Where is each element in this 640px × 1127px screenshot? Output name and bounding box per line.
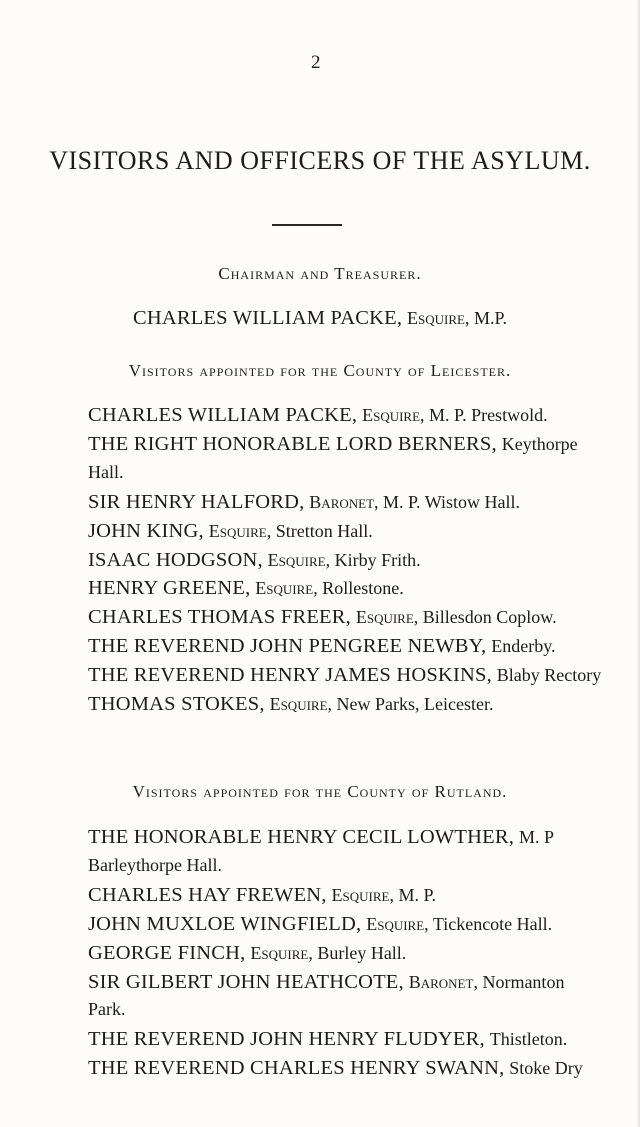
entry-name: THE RIGHT HONORABLE LORD BERNERS, <box>88 432 497 455</box>
entry-title: Esquire, <box>331 884 394 905</box>
entry-title: Esquire, <box>255 578 318 599</box>
leicester-heading: Visitors appointed for the County of Leicester. <box>128 361 512 380</box>
entry-name: CHARLES WILLIAM PACKE, <box>88 404 358 426</box>
visitor-entry <box>88 462 124 484</box>
entry-detail: Blaby Rectory <box>496 665 602 686</box>
entry-detail: M.P. <box>469 308 508 328</box>
entry-name: THE HONORABLE HENRY CECIL LOWTHER, <box>88 826 515 848</box>
entry-detail: Park. <box>88 999 126 1020</box>
visitor-entry <box>88 999 126 1021</box>
visitor-entry <box>88 404 548 427</box>
entry-title: Esquire, <box>366 913 429 934</box>
entry-name: THE REVEREND HENRY JAMES HOSKINS, <box>88 664 492 687</box>
visitor-entry <box>88 635 556 658</box>
visitor-entry <box>88 913 552 936</box>
entry-title: Esquire, <box>250 942 313 963</box>
entry-name: JOHN MUXLOE WINGFIELD, <box>88 912 362 935</box>
entry-name: HENRY GREENE, <box>88 577 251 600</box>
visitor-entry <box>88 1057 583 1080</box>
entry-detail: Rollestone. <box>317 578 404 599</box>
page-number: 2 <box>311 52 321 73</box>
page-title: VISITORS AND OFFICERS OF THE ASYLUM. <box>49 146 591 175</box>
entry-detail: Keythorpe <box>501 433 578 454</box>
visitor-entry <box>88 1028 567 1051</box>
entry-detail: M. P <box>518 827 554 847</box>
entry-detail: Stretton Hall. <box>271 520 373 541</box>
visitor-entry <box>88 433 578 456</box>
title-divider <box>272 224 342 226</box>
chairman-entry <box>0 307 640 330</box>
entry-title: Esquire, <box>269 694 333 714</box>
entry-detail: Hall. <box>88 461 124 482</box>
entry-detail: Stoke Dry <box>509 1058 583 1079</box>
entry-name: SIR GILBERT JOHN HEATHCOTE, <box>88 970 404 993</box>
visitor-entry <box>88 855 222 877</box>
entry-name: CHARLES THOMAS FREER, <box>88 606 351 629</box>
visitor-entry <box>88 693 493 716</box>
visitor-entry <box>88 577 404 600</box>
entry-name: CHARLES HAY FREWEN, <box>88 883 327 906</box>
entry-detail: Tickencote Hall. <box>428 913 553 934</box>
entry-title: Esquire, <box>208 520 272 541</box>
entry-title: Esquire, <box>267 549 331 570</box>
visitor-entry <box>88 606 557 629</box>
page-edge-shadow <box>636 0 640 1127</box>
entry-detail: Barleythorpe Hall. <box>88 854 222 875</box>
visitor-entry <box>88 491 520 514</box>
visitor-entry <box>88 884 436 907</box>
entry-detail: Billesdon Coplow. <box>418 607 557 628</box>
visitor-entry <box>88 942 406 965</box>
visitor-entry <box>88 549 421 572</box>
entry-detail: Normanton <box>477 971 565 992</box>
entry-name: JOHN KING, <box>88 519 204 542</box>
entry-name: THOMAS STOKES, <box>88 693 265 715</box>
visitor-entry <box>88 520 373 543</box>
entry-name: SIR HENRY HALFORD, <box>88 490 305 513</box>
chairman-heading: Chairman and Treasurer. <box>218 264 422 283</box>
entry-title: Esquire, <box>407 308 470 328</box>
entry-detail: M. P. Wistow Hall. <box>378 491 520 512</box>
entry-detail: Burley Hall. <box>312 942 407 963</box>
rutland-heading: Visitors appointed for the County of Rutland. <box>132 782 508 801</box>
entry-detail: Enderby. <box>491 636 556 657</box>
entry-detail: New Parks, Leicester. <box>332 694 494 714</box>
entry-detail: Thistleton. <box>489 1029 568 1050</box>
entry-title: Baronet, <box>408 971 478 992</box>
entry-detail: M. P. <box>393 884 436 905</box>
visitor-entry <box>88 664 601 687</box>
entry-title: Baronet, <box>309 491 379 512</box>
entry-title: Esquire, <box>355 607 419 628</box>
entry-name: CHARLES WILLIAM PACKE, <box>132 307 403 329</box>
entry-name: ISAAC HODGSON, <box>88 548 263 571</box>
entry-detail: Kirby Frith. <box>330 549 421 570</box>
entry-name: THE REVEREND JOHN PENGREE NEWBY, <box>88 635 487 658</box>
entry-name: THE REVEREND JOHN HENRY FLUDYER, <box>88 1028 485 1051</box>
visitor-entry <box>88 971 564 994</box>
visitor-entry <box>88 826 554 849</box>
entry-name: GEORGE FINCH, <box>88 941 246 964</box>
entry-title: Esquire, <box>362 405 425 425</box>
entry-detail: M. P. Prestwold. <box>424 405 548 425</box>
entry-name: THE REVEREND CHARLES HENRY SWANN, <box>88 1057 505 1080</box>
